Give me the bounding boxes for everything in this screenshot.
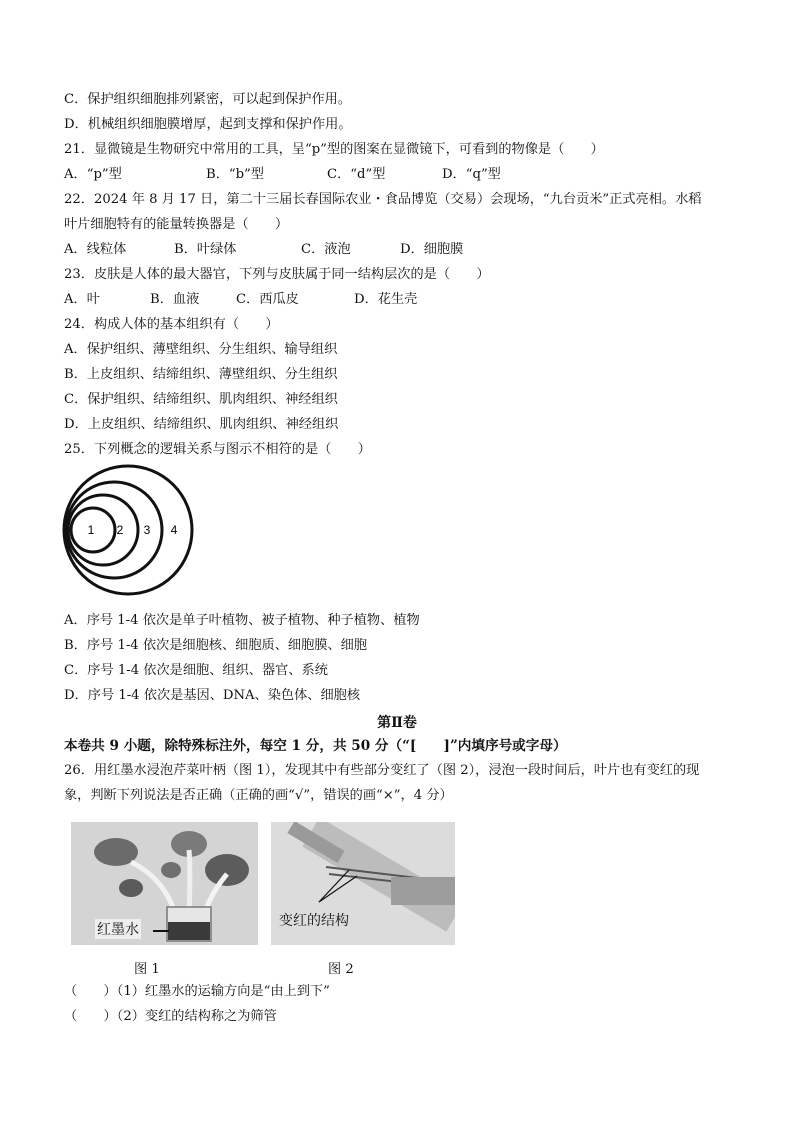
q26-stem-line1: 26．用红墨水浸泡芹菜叶柄（图 1），发现其中有些部分变红了（图 2），浸泡一段时间后，叶片也有变红的现: [64, 763, 700, 778]
q26-stem-line2: 象，判断下列说法是否正确（正确的画“√”，错误的画“×”，4 分）: [64, 788, 453, 803]
q23-option-a: A．叶: [64, 292, 100, 307]
q26-item-2: （ ）（2）变红的结构称之为筛管: [64, 1009, 277, 1024]
q24-option-c: C．保护组织、结缔组织、肌肉组织、神经组织: [64, 392, 338, 407]
q25-option-a: A．序号 1-4 依次是单子叶植物、被子植物、种子植物、植物: [64, 613, 420, 628]
figure-2-caption: 图 2: [328, 962, 354, 977]
q25-option-d: D．序号 1-4 依次是基因、DNA、染色体、细胞核: [64, 688, 361, 703]
figure-2-label: 变红的结构: [279, 913, 349, 929]
q24-option-a: A．保护组织、薄壁组织、分生组织、输导组织: [64, 342, 338, 357]
figure-1-label: 红墨水: [95, 919, 141, 939]
q21-option-b: B．“b”型: [206, 167, 264, 182]
q24-option-b: B．上皮组织、结缔组织、薄壁组织、分生组织: [64, 367, 338, 382]
part2-note: 本卷共 9 小题，除特殊标注外，每空 1 分，共 50 分（“[ ]”内填序号或字母）: [64, 738, 567, 754]
part2-title: 第Ⅱ卷: [377, 715, 417, 731]
q22-stem-line1: 22．2024 年 8 月 17 日，第二十三届长春国际农业・食品博览（交易）会现场，“九台贡米”正式亮相。水稻: [64, 192, 702, 207]
figure-1-caption: 图 1: [134, 962, 160, 977]
q21-option-c: C．“d”型: [327, 167, 386, 182]
q22-stem-line2: 叶片细胞特有的能量转换器是（ ）: [64, 217, 289, 232]
q25-option-b: B．序号 1-4 依次是细胞核、细胞质、细胞膜、细胞: [64, 638, 368, 653]
q20-option-d: D．机械组织细胞膜增厚，起到支撑和保护作用。: [64, 117, 352, 132]
q23-option-d: D．花生壳: [354, 292, 418, 307]
q25-option-c: C．序号 1-4 依次是细胞、组织、器官、系统: [64, 663, 328, 678]
q24-stem: 24．构成人体的基本组织有（ ）: [64, 317, 279, 332]
q21-option-d: D．“q”型: [442, 167, 501, 182]
q21-option-a: A．“p”型: [64, 167, 122, 182]
q24-option-d: D．上皮组织、结缔组织、肌肉组织、神经组织: [64, 417, 339, 432]
circle-label-1: 1: [87, 523, 95, 537]
figure-1-pointer-line: [153, 930, 169, 932]
q23-option-c: C．西瓜皮: [236, 292, 299, 307]
q22-option-c: C．液泡: [301, 242, 351, 257]
circle-2: [68, 495, 138, 565]
circle-label-4: 4: [170, 523, 178, 537]
figure-1-photo: [71, 822, 258, 945]
figure-2-photo: [271, 822, 455, 945]
q26-item-1: （ ）（1）红墨水的运输方向是“由上到下”: [64, 984, 330, 999]
circle-label-2: 2: [116, 523, 124, 537]
circle-label-3: 3: [143, 523, 151, 537]
q25-stem: 25．下列概念的逻辑关系与图示不相符的是（ ）: [64, 442, 371, 457]
q21-stem: 21．显微镜是生物研究中常用的工具，呈“p”型的图案在显微镜下，可看到的物像是（ ）: [64, 142, 604, 157]
q20-option-c: C．保护组织细胞排列紧密，可以起到保护作用。: [64, 92, 352, 107]
q22-option-d: D．细胞膜: [400, 242, 464, 257]
q23-stem: 23．皮肤是人体的最大器官，下列与皮肤属于同一结构层次的是（ ）: [64, 267, 490, 282]
q22-option-a: A．线粒体: [64, 242, 127, 257]
q23-option-b: B．血液: [150, 292, 200, 307]
q22-option-b: B．叶绿体: [174, 242, 237, 257]
nested-circles-diagram: [60, 462, 196, 598]
